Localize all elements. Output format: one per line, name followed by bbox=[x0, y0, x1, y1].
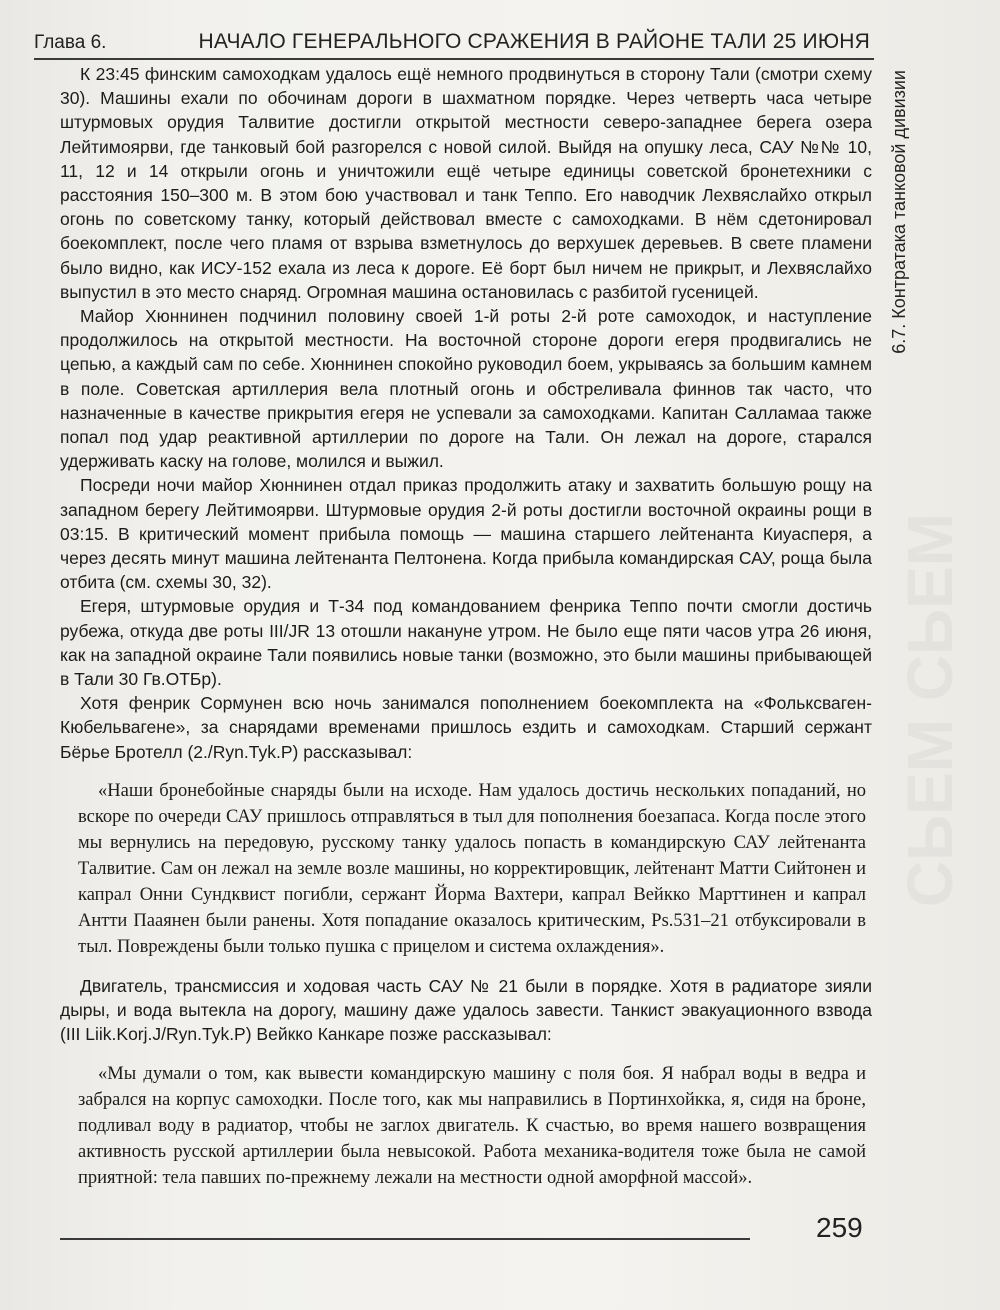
chapter-label: Глава 6. bbox=[34, 32, 107, 53]
body-text bbox=[60, 62, 872, 1205]
bleed-through-watermark bbox=[890, 430, 970, 990]
paragraph-1: К 23:45 финским самоходкам удалось ещё немного продвинуться в сторону Тали (смотри схему 30). Машины ехали по обочинам дороги в шахматном порядке. Через четверть часа четыре штурмовых орудия Талвитие достигли открытой местности северо-западнее берега озера Лейтимоярви, где танковый бой разгорелся с новой силой. Выйдя на опушку леса, САУ №№ 10, 11, 12 и 14 открыли огонь и уничтожили ещё четыре единицы советской бронетехники с расстояния 150–300 м. В этом бою участвовал и танк Теппо. Его наводчик Лехвяслайхо открыл огонь по советскому танку, который действовал вместе с самоходками. В нём сдетонировал боекомплект, после чего пламя от взрыва взметнулось до верхушек деревьев. В свете пламени было видно, как ИСУ-152 ехала из леса к дороге. Её борт был ничем не прикрыт, и Лехвяслайхо выпустил в это место снаряд. Огромная машина остановилась с разбитой гусеницей. bbox=[60, 64, 872, 302]
paragraph-5: Хотя фенрик Сормунен всю ночь занимался пополнением боекомплекта на «Фольксваген-Кюбельвагене», за снарядами временами пришлось ездить и самоходкам. Старший сержант Бёрье Бротелл (2./Ryn.Tyk.P) рассказывал: bbox=[60, 693, 872, 762]
page-header bbox=[34, 18, 874, 60]
section-title-vertical: 6.7. Контратака танковой дивизии bbox=[889, 70, 909, 354]
paragraph-2: Майор Хюннинен подчинил половину своей 1-й роты 2-й роте самоходок, и наступление продолжилось на открытой местности. На восточной стороне дороги егеря продвигались не цепью, а каждый сам по себе. Хюннинен спокойно руководил боем, укрываясь за большим камнем в поле. Советская артиллерия вела плотный огонь и обстреливала финнов так часто, что назначенные в качестве прикрытия егеря не успевали за самоходками. Капитан Салламаа также попал под удар реактивной артиллерии по дороге на Тали. Он лежал на дороге, старался удерживать каску на голове, молился и выжил. bbox=[60, 306, 872, 472]
page-number: 259 bbox=[816, 1212, 863, 1243]
running-head-title: НАЧАЛО ГЕНЕРАЛЬНОГО СРАЖЕНИЯ В РАЙОНЕ ТАЛИ 25 ИЮНЯ bbox=[198, 30, 870, 53]
quote-kankare: «Мы думали о том, как вывести командирскую машину с поля боя. Я набрал воды в ведра и забрался на корпус самоходки. После того, как мы направились в Портинхойкка, я, сидя на броне, подливал воду в радиатор, чтобы не заглох двигатель. К счастью, во время нашего возвращения активность русской артиллерии была невысокой. Работа механика-водителя тоже была не самой приятной: тела павших по-прежнему лежали на местности одной аморфной массой». bbox=[78, 1063, 866, 1188]
footer-rule bbox=[60, 1238, 750, 1240]
paragraph-6: Двигатель, трансмиссия и ходовая часть САУ № 21 были в порядке. Хотя в радиаторе зияли дыры, и вода вытекла на дорогу, машину даже удалось завести. Танкист эвакуационного взвода (III Liik.Korj.J/Ryn.Tyk.P) Вейкко Канкаре позже рассказывал: bbox=[60, 975, 872, 1045]
quote-brotell: «Наши бронебойные снаряды были на исходе. Нам удалось достичь нескольких попаданий, но вскоре по очереди САУ пришлось отправляться в тыл для пополнения боезапаса. Когда после этого мы вернулись на передовую, русскому танку удалось попасть в командирскую САУ лейтенанта Талвитие. Сам он лежал на земле возле машины, но корректировщик, лейтенант Матти Сийтонен и капрал Онни Сундквист погибли, сержант Йорма Вахтери, капрал Вейкко Марттинен и капрал Антти Пааянен были ранены. Хотя попадание оказалось критическим, Ps.531–21 отбуксировали в тыл. Повреждены были только пушка с прицелом и система охлаждения». bbox=[78, 780, 866, 957]
watermark-text: СЬЕМ СЬЕМ bbox=[894, 512, 966, 908]
page-footer bbox=[60, 1212, 863, 1248]
paragraph-3: Посреди ночи майор Хюннинен отдал приказ продолжить атаку и захватить большую рощу на западном берегу Лейтимоярви. Штурмовые орудия 2-й роты достигли восточной окраины рощи в 03:15. В критический момент прибыла помощь — машина старшего лейтенанта Киуасперя, а через десять минут машина лейтенанта Пелтонена. Когда прибыла командирская САУ, роща была отбита (см. схемы 30, 32). bbox=[60, 475, 872, 593]
paragraph-4: Егеря, штурмовые орудия и Т-34 под командованием фенрика Теппо почти смогли достичь рубежа, откуда две роты III/JR 13 отошли накануне утром. Не было еще пяти часов утра 26 июня, как на западной окраине Тали появились новые танки (возможно, это были машины прибывающей в Тали 30 Гв.ОТБр). bbox=[60, 596, 872, 690]
